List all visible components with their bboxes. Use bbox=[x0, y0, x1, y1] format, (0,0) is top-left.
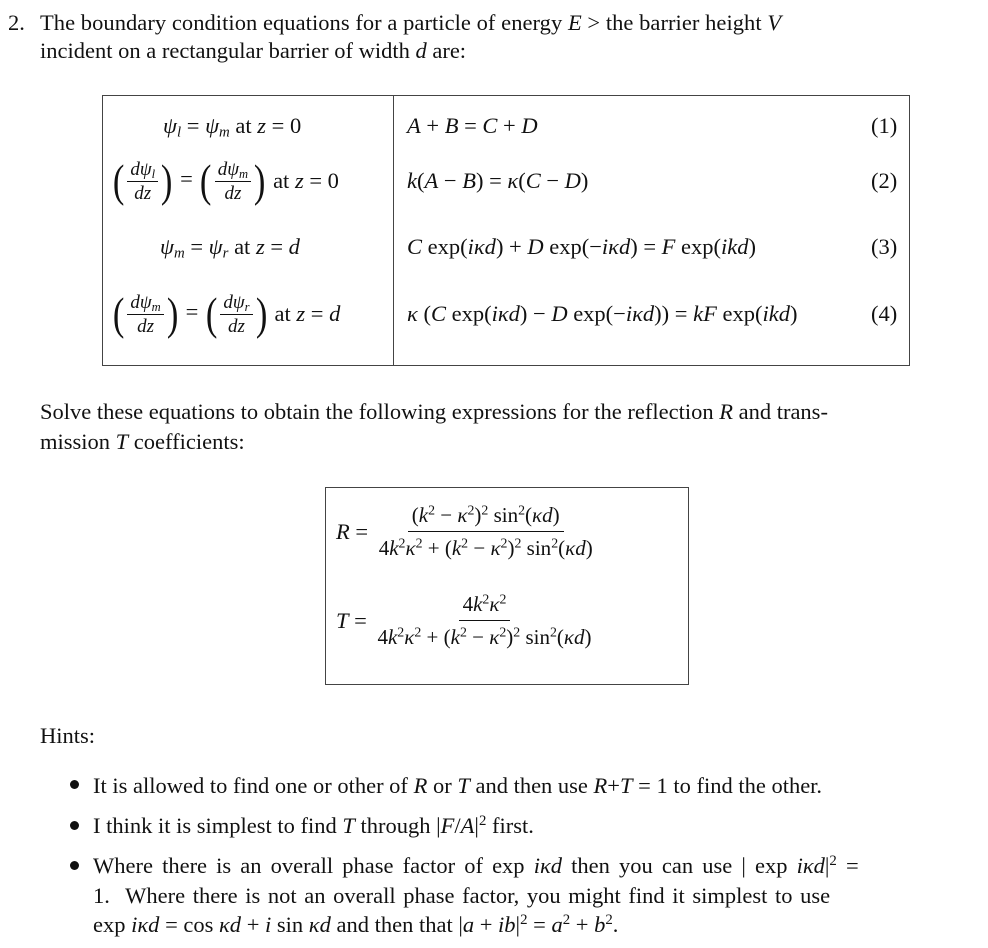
row2-equation: k(A − B) = κ(C − D) bbox=[407, 168, 589, 193]
row4-number: (4) bbox=[871, 301, 898, 326]
bullet-3 bbox=[70, 861, 79, 870]
hint-2: I think it is simplest to find T through $|F/A|^2$ first. bbox=[93, 812, 534, 838]
T-expression: T = $\frac{4k^2\kappa^2}{4k^2\kappa^2 + (k^2 - \kappa^2)^2 \sin^2(\kappa d)}$ bbox=[336, 591, 592, 649]
hints-heading: Hints: bbox=[40, 723, 96, 748]
hint-3-line-2: 1. Where there is not an overall phase factor, you might find it simplest to use bbox=[93, 883, 831, 908]
solve-line-1: Solve these equations to obtain the following expressions for the reflection R and trans- bbox=[40, 399, 828, 424]
intro-line-2: incident on a rectangular barrier of width d are: bbox=[40, 38, 467, 63]
row3-condition: $\psi_m = \psi_r$ at z = d bbox=[160, 234, 300, 262]
problem-number: 2. bbox=[8, 10, 25, 35]
row1-equation: A + B = C + D bbox=[407, 113, 538, 138]
solve-line-2: mission T coefficients: bbox=[40, 429, 245, 454]
hint-3-line-3: exp iκd = cos κd + i sin κd and then that $|a + ib|^2 = a^2 + b^2$. bbox=[93, 911, 619, 937]
row2-number: (2) bbox=[871, 168, 898, 193]
row4-equation: κ (C exp(iκd) − D exp(−iκd)) = kF exp(ikd) bbox=[407, 301, 798, 326]
bullet-1 bbox=[70, 780, 79, 789]
R-expression: R = $\frac{(k^2 - \kappa^2)^2 \sin^2(\kappa d)}{4k^2\kappa^2 + (k^2 - \kappa^2)^2 \sin^2(\kappa d)}$ bbox=[336, 502, 593, 560]
row4-condition: ( $\frac{d\psi_m}{dz}$ ) = ( $\frac{d\psi_r}{dz}$ ) at z = d bbox=[112, 288, 341, 339]
row2-condition: ( $\frac{d\psi_l}{dz}$ ) = ( $\frac{d\psi_m}{dz}$ ) at z = 0 bbox=[112, 155, 339, 206]
intro-text-1: The boundary condition equations for a particle of energy bbox=[40, 10, 568, 35]
hint-1: It is allowed to find one or other of R or T and then use R+T = 1 to find the other. bbox=[93, 773, 823, 798]
row1-condition: $\psi_l = \psi_m$ at z = 0 bbox=[163, 113, 302, 141]
table-divider bbox=[393, 95, 394, 366]
row1-number: (1) bbox=[871, 113, 898, 138]
row3-equation: C exp(iκd) + D exp(−iκd) = F exp(ikd) bbox=[407, 234, 757, 259]
intro-line-1: The boundary condition equations for a particle of energy E > the barrier height V bbox=[40, 10, 782, 35]
row3-number: (3) bbox=[871, 234, 898, 259]
hint-3-line-1: Where there is an overall phase factor of exp iκd then you can use | $\exp i\kappa d|^2$ = bbox=[93, 852, 859, 878]
bullet-2 bbox=[70, 821, 79, 830]
